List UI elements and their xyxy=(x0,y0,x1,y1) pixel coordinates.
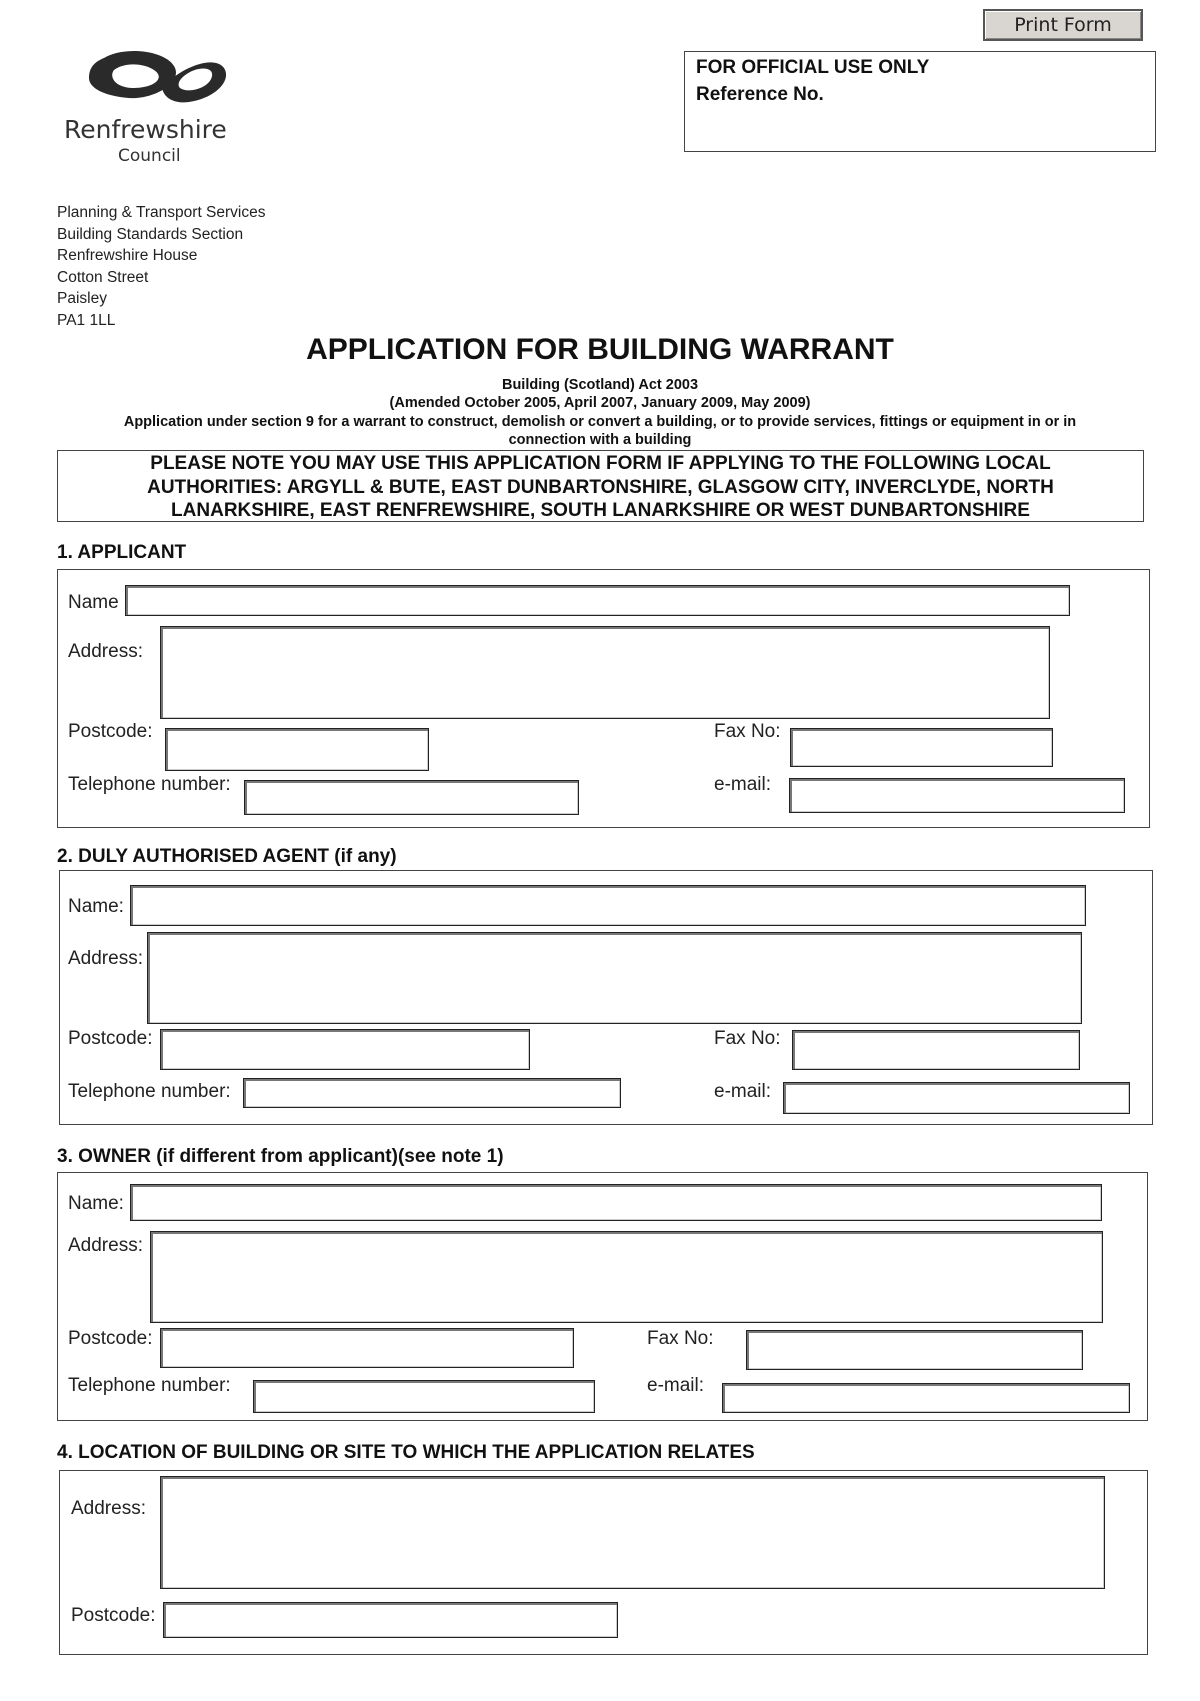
official-use-label: FOR OFFICIAL USE ONLY xyxy=(696,57,930,78)
address-line: Renfrewshire House xyxy=(57,247,198,264)
agent-heading: 2. DULY AUTHORISED AGENT (if any) xyxy=(57,846,397,867)
agent-address-label: Address: xyxy=(68,948,143,969)
logo-name: Renfrewshire xyxy=(64,115,227,144)
address-line: Cotton Street xyxy=(57,268,149,286)
notice-line: AUTHORITIES: ARGYLL & BUTE, EAST DUNBARTONSHIRE, GLASGOW CITY, INVERCLYDE, NORTH xyxy=(147,476,1054,498)
applicant-fax-input[interactable] xyxy=(790,728,1053,767)
owner-fax-label: Fax No: xyxy=(647,1328,714,1349)
applicant-address-label: Address: xyxy=(68,641,143,662)
agent-postcode-label: Postcode: xyxy=(68,1028,153,1049)
agent-address-input[interactable] xyxy=(147,932,1082,1024)
agent-name-input[interactable] xyxy=(130,885,1086,926)
applicant-address-input[interactable] xyxy=(160,626,1050,719)
reference-no-label: Reference No. xyxy=(696,84,824,105)
notice-line: LANARKSHIRE, EAST RENFREWSHIRE, SOUTH LANARKSHIRE OR WEST DUNBARTONSHIRE xyxy=(171,500,1030,521)
location-postcode-input[interactable] xyxy=(163,1602,618,1638)
notice-line: PLEASE NOTE YOU MAY USE THIS APPLICATION FORM IF APPLYING TO THE FOLLOWING LOCAL xyxy=(150,453,1051,474)
agent-name-label: Name: xyxy=(68,896,124,917)
owner-fax-input[interactable] xyxy=(746,1330,1083,1370)
applicant-email-input[interactable] xyxy=(789,778,1125,813)
agent-fax-label: Fax No: xyxy=(714,1028,781,1049)
authorities-notice xyxy=(57,450,1144,522)
section-subtitle-2: connection with a building xyxy=(508,432,692,448)
owner-email-input[interactable] xyxy=(722,1383,1130,1413)
applicant-fax-label: Fax No: xyxy=(714,721,781,742)
section-subtitle-1: Application under section 9 for a warrant to construct, demolish or convert a building, or to provide services, fittings or equipment in or in xyxy=(123,414,1077,430)
owner-telephone-input[interactable] xyxy=(253,1380,595,1413)
address-line: Planning & Transport Services xyxy=(57,204,266,221)
address-line: PA1 1LL xyxy=(57,311,116,329)
agent-email-label: e-mail: xyxy=(714,1081,772,1102)
applicant-name-input[interactable] xyxy=(125,585,1070,616)
owner-postcode-label: Postcode: xyxy=(68,1328,153,1349)
print-form-button[interactable]: Print Form xyxy=(983,9,1143,41)
location-address-input[interactable] xyxy=(160,1476,1105,1589)
agent-email-input[interactable] xyxy=(783,1082,1130,1114)
renfrewshire-logo-icon xyxy=(84,48,230,110)
address-line: Paisley xyxy=(57,290,107,307)
owner-heading: 3. OWNER (if different from applicant)(see note 1) xyxy=(57,1146,504,1167)
applicant-name-label: Name xyxy=(68,592,119,613)
owner-address-input[interactable] xyxy=(150,1231,1103,1323)
logo-sub: Council xyxy=(118,146,181,166)
agent-postcode-input[interactable] xyxy=(160,1029,530,1070)
applicant-heading: 1. APPLICANT xyxy=(57,542,187,563)
amended-subtitle: (Amended October 2005, April 2007, January 2009, May 2009) xyxy=(389,395,811,411)
page-title: APPLICATION FOR BUILDING WARRANT xyxy=(306,333,894,366)
agent-telephone-input[interactable] xyxy=(243,1078,621,1108)
owner-email-label: e-mail: xyxy=(647,1375,705,1396)
location-address-label: Address: xyxy=(71,1498,146,1519)
owner-postcode-input[interactable] xyxy=(160,1328,574,1368)
owner-address-label: Address: xyxy=(68,1235,143,1256)
council-address xyxy=(57,202,266,331)
owner-name-input[interactable] xyxy=(130,1184,1102,1221)
applicant-telephone-label: Telephone number: xyxy=(68,774,231,795)
location-postcode-label: Postcode: xyxy=(71,1605,156,1626)
location-heading: 4. LOCATION OF BUILDING OR SITE TO WHICH THE APPLICATION RELATES xyxy=(57,1442,755,1463)
owner-telephone-label: Telephone number: xyxy=(68,1375,231,1396)
applicant-email-label: e-mail: xyxy=(714,774,772,795)
owner-name-label: Name: xyxy=(68,1193,124,1214)
applicant-postcode-label: Postcode: xyxy=(68,721,153,742)
applicant-telephone-input[interactable] xyxy=(244,780,579,815)
act-subtitle: Building (Scotland) Act 2003 xyxy=(501,377,699,393)
applicant-postcode-input[interactable] xyxy=(165,728,429,771)
official-use-box xyxy=(684,51,1156,152)
agent-telephone-label: Telephone number: xyxy=(68,1081,231,1102)
agent-fax-input[interactable] xyxy=(792,1030,1080,1070)
address-line: Building Standards Section xyxy=(57,225,244,243)
